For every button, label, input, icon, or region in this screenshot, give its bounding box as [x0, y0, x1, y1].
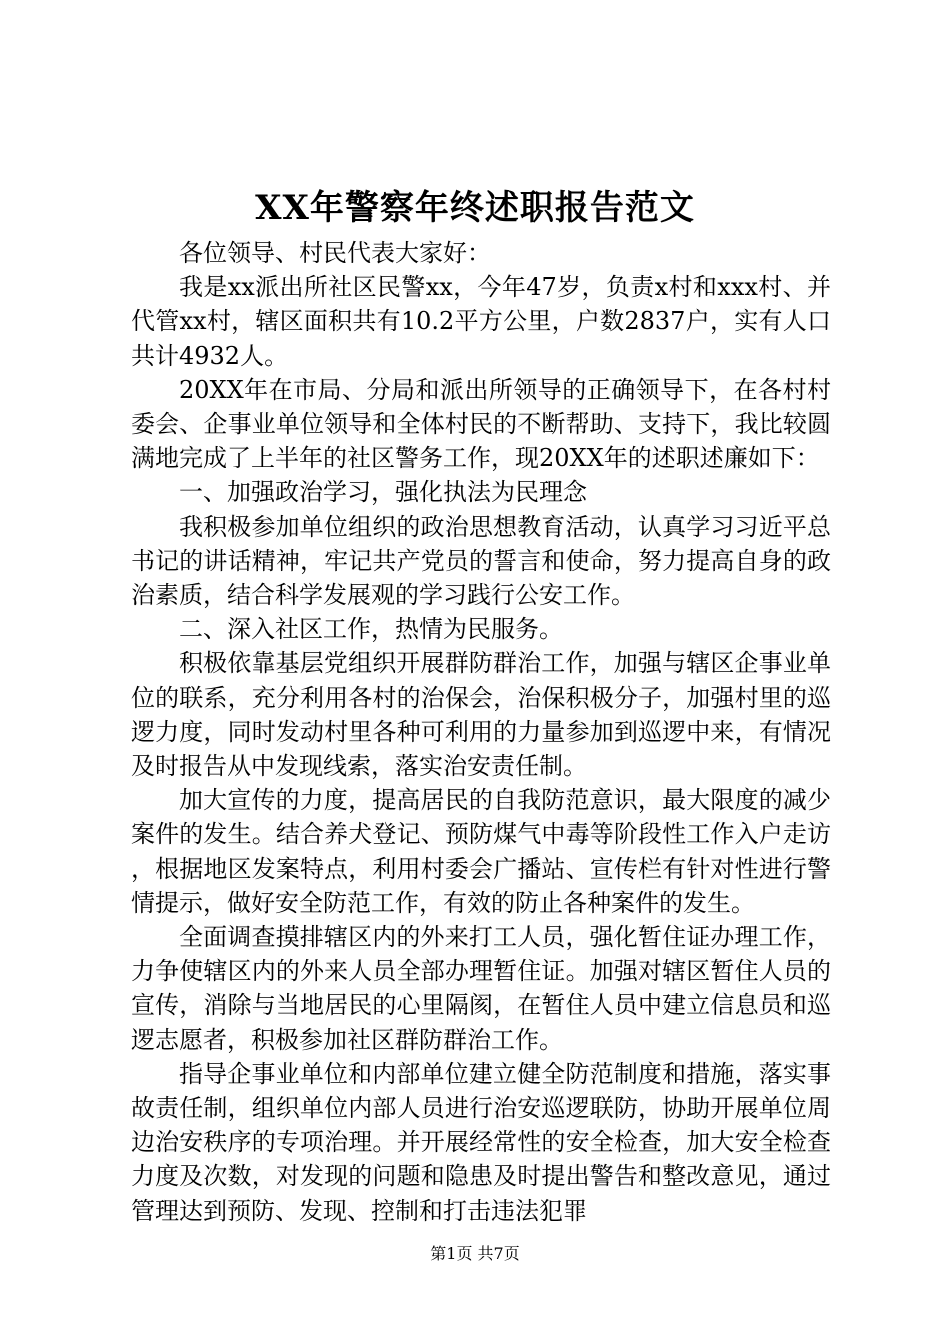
document-body: [131, 236, 831, 1228]
paragraph-overview: 20XX年在市局、分局和派出所领导的正确领导下，在各村村委会、企事业单位领导和全体村民的不断帮助、支持下，我比较圆满地完成了上半年的社区警务工作，现20XX年的述职述廉如下：: [131, 375, 831, 473]
paragraph-greeting: 各位领导、村民代表大家好：: [179, 239, 491, 267]
paragraph-publicity: 加大宣传的力度，提高居民的自我防范意识，最大限度的减少案件的发生。结合养犬登记、预防煤气中毒等阶段性工作入户走访，根据地区发案特点，利用村委会广播站、宣传栏有针对性进行警情提示，做好安全防范工作，有效的防止各种案件的发生。: [131, 786, 831, 917]
section-heading-1: 一、加强政治学习，强化执法为民理念: [179, 478, 587, 507]
paragraph-political-study: 我积极参加单位组织的政治思想教育活动，认真学习习近平总书记的讲话精神，牢记共产党员的誓言和使命，努力提高自身的政治素质，结合科学发展观的学习践行公安工作。: [131, 512, 831, 610]
page-footer: [0, 1244, 950, 1264]
document-title: XX年警察年终述职报告范文: [255, 188, 695, 228]
paragraph-migrant-workers: 全面调查摸排辖区内的外来打工人员，强化暂住证办理工作，力争使辖区内的外来人员全部办理暂住证。加强对辖区暂住人员的宣传，消除与当地居民的心里隔阂，在暂住人员中建立信息员和巡逻志愿者，积极参加社区群防群治工作。: [131, 923, 831, 1054]
section-heading-2: 二、深入社区工作，热情为民服务。: [179, 615, 563, 644]
page-total: 共7页: [477, 1244, 520, 1263]
paragraph-patrol: 积极依靠基层党组织开展群防群治工作，加强与辖区企事业单位的联系，充分利用各村的治保会，治保积极分子，加强村里的巡逻力度，同时发动村里各种可利用的力量参加到巡逻中来，有情况及时报告从中发现线索，落实治安责任制。: [131, 649, 831, 781]
paragraph-enterprise-safety: 指导企事业单位和内部单位建立健全防范制度和措施，落实事故责任制，组织单位内部人员进行治安巡逻联防，协助开展单位周边治安秩序的专项治理。并开展经常性的安全检查，加大安全检查力度及次数，对发现的问题和隐患及时提出警告和整改意见，通过管理达到预防、发现、控制和打击违法犯罪: [131, 1059, 831, 1225]
page-number: 第1页: [430, 1244, 473, 1263]
paragraph-introduction: 我是xx派出所社区民警xx，今年47岁，负责x村和xxx村、并代管xx村，辖区面积共有10.2平方公里，户数2837户，实有人口共计4932人。: [131, 273, 831, 370]
